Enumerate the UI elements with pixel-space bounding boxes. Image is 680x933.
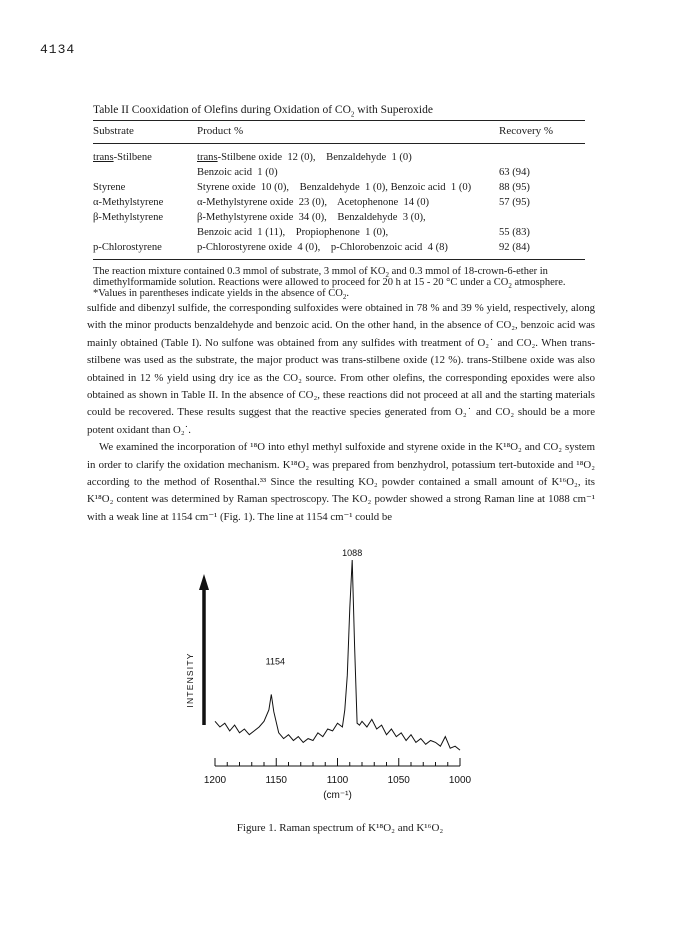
cell-substrate: Styrene [93, 182, 126, 193]
cell-recovery [489, 210, 585, 225]
table-row [93, 180, 585, 195]
peak-label: 1088 [342, 548, 363, 558]
cell-substrate: α-Methylstyrene [93, 197, 164, 208]
cell-product: Benzoic acid 1 (11), Propiophenone 1 (0), [197, 227, 389, 238]
cell-substrate [93, 165, 197, 180]
paragraph-1: sulfide and dibenzyl sulfide, the corresponding sulfoxides were obtained in 78 % and 39 % yield, respectively, along with the minor products benzaldehyde and benzoic acid. On the other hand, in the absence of CO₂, benzoic acid was mainly obtained (Table I). No sulfone was obtained from any sulfides with treatment of O₂˙ and CO₂. When trans-stilbene was used as the substrate, the major product was trans-stilbene oxide (12 %). trans-Stilbene oxide was also obtained in 12 % yield using dry ice as the CO₂ source. From other olefins, the corresponding epoxides were also obtained as shown in Table II. In the absence of CO₂, these reactions did not proceed at all and the starting materials could be recovered. These results suggest that the reactive species generated from O₂˙ and CO₂ should be a more potent oxidant than O₂˙. [87, 302, 595, 436]
page-number: 4134 [40, 42, 76, 57]
x-tick-label: 1100 [326, 775, 349, 786]
paragraph-2: We examined the incorporation of ¹⁸O into ethyl methyl sulfoxide and styrene oxide in the K¹⁸O₂ and CO₂ system in order to clarify the oxidation mechanism. K¹⁸O₂ was prepared from benzhydrol, potassium tert-butoxide and ¹⁸O₂ according to the method of Rosenthal.³³ Since the resulting KO₂ powder contained a small amount of K¹⁶O₂, its K¹⁸O₂ content was determined by Raman spectroscopy. The KO₂ powder showed a strong Raman line at 1088 cm⁻¹ with a weak line at 1154 cm⁻¹ (Fig. 1). The line at 1154 cm⁻¹ could be [87, 441, 595, 523]
cell-recovery: 55 (83) [499, 227, 530, 238]
intensity-arrow-head [199, 574, 209, 590]
cell-recovery: 92 (84) [499, 242, 530, 253]
table-header-row [93, 121, 585, 143]
table-row [93, 240, 585, 255]
cell-substrate: β-Methylstyrene [93, 212, 164, 223]
x-tick-label: 1000 [448, 775, 472, 786]
cell-recovery [489, 150, 585, 165]
cell-substrate [93, 225, 197, 240]
table-row [93, 150, 585, 165]
cell-product: Benzoic acid 1 (0) [197, 167, 278, 178]
x-tick-label: 1200 [203, 775, 227, 786]
x-axis-label: (cm⁻¹) [323, 790, 352, 801]
figure-caption: Figure 1. Raman spectrum of K¹⁸O₂ and K¹⁶O₂ [236, 822, 444, 834]
cell-product: trans-Stilbene oxide 12 (0), Benzaldehyde 1 (0) [197, 152, 412, 163]
cell-product: Styrene oxide 10 (0), Benzaldehyde 1 (0), Benzoic acid 1 (0) [197, 182, 472, 193]
table-body [93, 144, 585, 259]
table-row [93, 210, 585, 225]
cell-product: β-Methylstyrene oxide 34 (0), Benzaldehyde 3 (0), [197, 212, 426, 223]
header-recovery: Recovery % [499, 125, 554, 137]
table-row [93, 165, 585, 180]
cell-recovery: 63 (94) [499, 167, 530, 178]
cell-product: p-Chlorostyrene oxide 4 (0), p-Chlorobenzoic acid 4 (8) [197, 242, 448, 253]
header-product: Product % [197, 125, 244, 137]
cell-product: α-Methylstyrene oxide 23 (0), Acetophenone 14 (0) [197, 197, 430, 208]
table-caption: Table II Cooxidation of Olefins during Oxidation of $CO_2$ with Superoxide [93, 104, 433, 119]
header-substrate: Substrate [93, 125, 134, 137]
body-text [87, 300, 595, 526]
cell-recovery: 88 (95) [499, 182, 530, 193]
raman-spectrum-chart [175, 540, 505, 815]
cell-substrate: p-Chlorostyrene [93, 242, 162, 253]
table-footnote: The reaction mixture contained 0.3 mmol of substrate, 3 mmol of $KO_2$ and 0.3 mmol of 18-crown-6-ether in dimethylformamide solution. Reactions were allowed to proceed for 20 h at 15 - 20 °C under a $CO_2$ atmosphere. *Values in parentheses indicate yields in the absence of $CO_2$. [93, 266, 566, 302]
x-tick-label: 1150 [265, 775, 288, 786]
table-ii [93, 104, 585, 302]
x-tick-label: 1050 [387, 775, 410, 786]
y-axis-label: INTENSITY [185, 652, 195, 708]
table-row [93, 195, 585, 210]
table-row [93, 225, 585, 240]
peak-label: 1154 [265, 656, 286, 667]
cell-recovery: 57 (95) [499, 197, 530, 208]
spectrum-line [215, 560, 460, 750]
cell-substrate: trans-Stilbene [93, 152, 152, 163]
